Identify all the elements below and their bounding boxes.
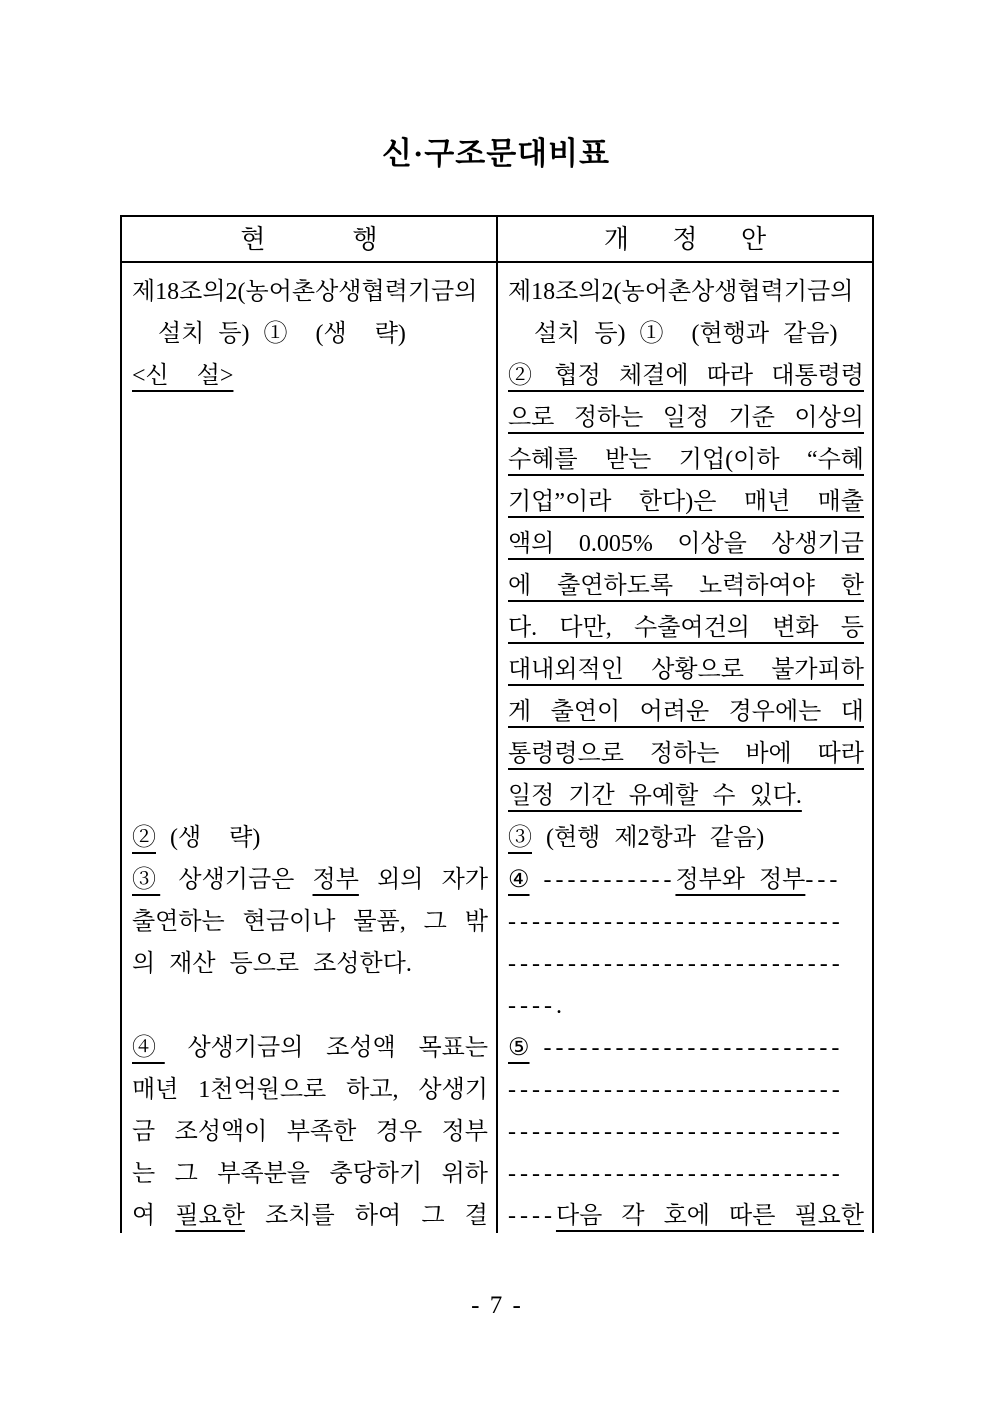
header-amendment: 개 정 안 — [603, 225, 767, 254]
text-line — [508, 481, 864, 523]
ditto-dashes: ---------------------------- — [508, 909, 844, 935]
text-line — [132, 1069, 488, 1111]
text-line — [132, 523, 488, 565]
ditto-dashes: ----------- — [543, 867, 676, 893]
plain-text: 상생기금의 조성액 목표는 — [164, 1035, 488, 1061]
text-line — [508, 271, 864, 313]
text-line — [508, 649, 864, 691]
text-line — [132, 691, 488, 733]
text-line — [508, 817, 864, 859]
text-line — [508, 313, 864, 355]
underlined-text: ③ — [508, 825, 532, 851]
text-line — [508, 1195, 864, 1233]
text-line — [132, 859, 488, 901]
text-line — [508, 859, 864, 901]
text-line — [508, 565, 864, 607]
text-line — [132, 943, 488, 985]
text-line — [508, 397, 864, 439]
underlined-text: <신 설> — [132, 363, 234, 389]
text-line — [508, 775, 864, 817]
text-line — [508, 733, 864, 775]
text-line — [132, 985, 488, 1027]
text-line — [132, 1111, 488, 1153]
text-line — [132, 1195, 488, 1233]
plain-text: 매년 1천억원으로 하고, 상생기 — [132, 1077, 488, 1103]
ditto-dashes: ---------------------------- — [508, 1119, 844, 1145]
underlined-text: 으로 정하는 일정 기준 이상의 — [508, 405, 864, 431]
text-line — [508, 1027, 864, 1069]
text-line — [132, 439, 488, 481]
plain-text: 금 조성액이 부족한 경우 정부 — [132, 1119, 488, 1145]
plain-text: . — [555, 993, 562, 1019]
text-line — [132, 901, 488, 943]
underlined-text: 다음 각 호에 따른 필요한 — [555, 1203, 864, 1229]
underlined-text: 다. 다만, 수출여건의 변화 등 — [508, 615, 864, 641]
text-line — [508, 1111, 864, 1153]
plain-text: 여 — [132, 1203, 176, 1229]
ditto-dashes: ------------------------- — [543, 1035, 844, 1061]
text-line — [508, 1153, 864, 1195]
text-line — [508, 439, 864, 481]
underlined-text: 정부와 정부 — [675, 867, 806, 893]
underlined-text: ③ — [132, 867, 161, 893]
text-line — [132, 649, 488, 691]
underlined-text: 액의 0.005% 이상을 상생기금 — [508, 531, 864, 557]
plain-text: 제18조의2(농어촌상생협력기금의 — [132, 279, 478, 305]
plain-text — [530, 1035, 544, 1061]
text-line — [132, 1153, 488, 1195]
underlined-text: ② 협정 체결에 따라 대통령령 — [508, 363, 864, 389]
header-current: 현 행 — [122, 217, 498, 261]
plain-text: 외의 자가 — [358, 867, 489, 893]
text-line — [132, 607, 488, 649]
ditto-dashes: ---- — [508, 1203, 556, 1229]
ditto-dashes: --- — [805, 867, 842, 893]
text-line — [508, 901, 864, 943]
underlined-text: ⑤ — [508, 1035, 530, 1061]
column-current — [122, 263, 498, 1233]
plain-text: 의 재산 등으로 조성한다. — [132, 951, 412, 977]
text-line — [132, 817, 488, 859]
text-line — [508, 691, 864, 733]
document-title: 신·구조문대비표 — [382, 136, 610, 171]
plain-text: 는 그 부족분을 충당하기 위하 — [132, 1161, 488, 1187]
ditto-dashes: ---------------------------- — [508, 1161, 844, 1187]
plain-text: 상생기금은 — [160, 867, 313, 893]
underlined-text: 필요한 — [175, 1203, 245, 1229]
text-line — [132, 565, 488, 607]
text-line — [508, 985, 864, 1027]
text-line — [132, 397, 488, 439]
text-line — [508, 943, 864, 985]
plain-text: (현행 제2항과 같음) — [532, 825, 765, 851]
underlined-text: 일정 기간 유예할 수 있다. — [508, 783, 802, 809]
text-line — [508, 523, 864, 565]
plain-text — [530, 867, 544, 893]
text-line — [508, 1069, 864, 1111]
plain-text: 조치를 하여 그 결 — [244, 1203, 488, 1229]
column-amendment — [498, 263, 872, 1233]
plain-text: (생 략) — [156, 825, 261, 851]
text-line — [132, 313, 488, 355]
underlined-text: 통령령으로 정하는 바에 따라 — [508, 741, 864, 767]
page-number: - 7 - — [471, 1292, 521, 1319]
comparison-table — [120, 215, 874, 1233]
table-header-row — [122, 217, 872, 263]
text-line — [508, 355, 864, 397]
ditto-dashes: ---- — [508, 993, 556, 1019]
plain-text: 출연하는 현금이나 물품, 그 밖 — [132, 909, 488, 935]
underlined-text: 정부 — [312, 867, 359, 893]
underlined-text: 게 출연이 어려운 경우에는 대 — [508, 699, 864, 725]
underlined-text: 대내외적인 상황으로 불가피하 — [508, 657, 864, 683]
underlined-text: ④ — [132, 1035, 165, 1061]
text-line — [132, 1027, 488, 1069]
underlined-text: 수혜를 받는 기업(이하 “수혜 — [508, 447, 864, 473]
underlined-text: 에 출연하도록 노력하여야 한 — [508, 573, 864, 599]
plain-text: 설치 등) ① (현행과 같음) — [534, 321, 838, 347]
text-line — [132, 775, 488, 817]
underlined-text: 기업”이라 한다)은 매년 매출 — [508, 489, 864, 515]
text-line — [132, 733, 488, 775]
ditto-dashes: ---------------------------- — [508, 951, 844, 977]
text-line — [508, 607, 864, 649]
underlined-text: ④ — [508, 867, 530, 893]
plain-text: 설치 등) ① (생 략) — [158, 321, 406, 347]
text-line — [132, 355, 488, 397]
text-line — [132, 271, 488, 313]
table-body — [122, 263, 872, 1233]
underlined-text: ② — [132, 825, 156, 851]
ditto-dashes: ---------------------------- — [508, 1077, 844, 1103]
plain-text: 제18조의2(농어촌상생협력기금의 — [508, 279, 854, 305]
text-line — [132, 481, 488, 523]
